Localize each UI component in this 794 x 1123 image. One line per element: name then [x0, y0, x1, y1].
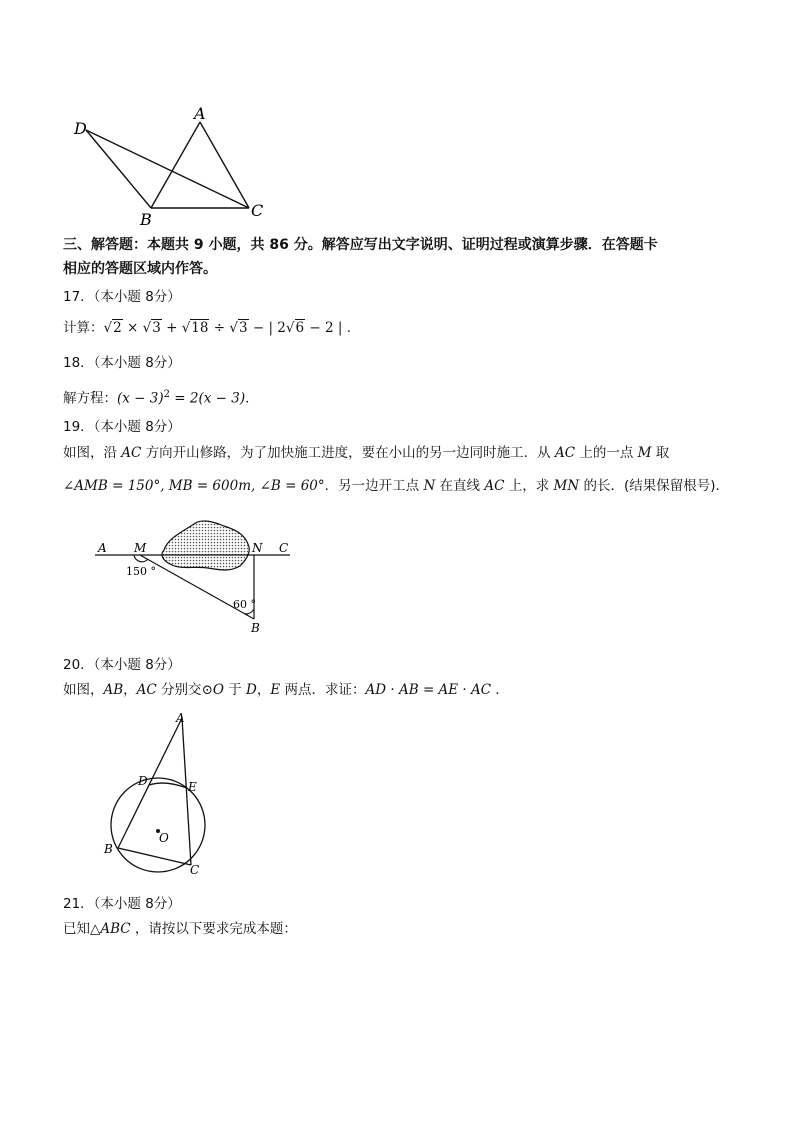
q20-header: 20．（本小题 8分） — [63, 657, 181, 673]
label-angle-60: 60 ° — [233, 598, 256, 611]
label-e: E — [188, 780, 197, 794]
label-c: C — [251, 201, 264, 220]
label-a: A — [194, 104, 206, 123]
label-n: N — [252, 541, 263, 555]
label-b: B — [140, 210, 152, 229]
label-d: D — [138, 774, 148, 788]
mountain-shape — [162, 521, 249, 570]
q20-text-line1: 如图，AB，AC 分别交⊙O 于 D，E 两点．求证：AD · AB = AE · AC ． — [63, 682, 509, 698]
q19-header: 19．（本小题 8分） — [63, 419, 181, 435]
q17-header: 17．（本小题 8分） — [63, 289, 181, 305]
label-c: C — [190, 863, 200, 877]
figure-mountain-road — [90, 508, 310, 638]
label-m: M — [134, 541, 147, 555]
q19-text-line2: ∠AMB = 150°, MB = 600m, ∠B = 60°．另一边开工点 N 在直线 AC 上，求 MN 的长．(结果保留根号)． — [63, 478, 730, 494]
label-o: O — [159, 831, 169, 845]
label-b: B — [104, 842, 113, 856]
section-heading-line1: 三、解答题：本题共 9 小题，共 86 分。解答应写出文字说明、证明过程或演算步骤．在答题卡 — [63, 237, 658, 253]
section-heading-line2: 相应的答题区域内作答。 — [63, 261, 217, 277]
label-d: D — [74, 119, 87, 138]
figure-circle-triangle — [95, 710, 225, 880]
label-a: A — [176, 711, 185, 725]
segment-db — [86, 130, 151, 208]
q18-equation: 解方程：$(x - 3)^2 = 2(x - 3)$． — [63, 389, 259, 407]
q21-text-line1: 已知△ABC ，请按以下要求完成本题： — [63, 921, 297, 937]
segment-dc — [86, 130, 249, 208]
q19-text-line1: 如图，沿 AC 方向开山修路，为了加快施工进度，要在小山的另一边同时施工．从 AC 上的一点 M 取 — [63, 445, 670, 461]
q17-expression: 计算：√2 × √3 + √18 ÷ √3 − | 2√6 − 2 | . — [63, 320, 352, 336]
q18-header: 18．（本小题 8分） — [63, 355, 181, 371]
q21-header: 21．（本小题 8分） — [63, 896, 181, 912]
label-a: A — [98, 541, 107, 555]
figure-triangle-abcd — [60, 100, 280, 230]
label-c: C — [279, 541, 289, 555]
label-b: B — [251, 621, 260, 635]
label-angle-150: 150 ° — [126, 565, 156, 578]
segment-ac — [200, 122, 249, 208]
segment-ab — [118, 718, 182, 848]
